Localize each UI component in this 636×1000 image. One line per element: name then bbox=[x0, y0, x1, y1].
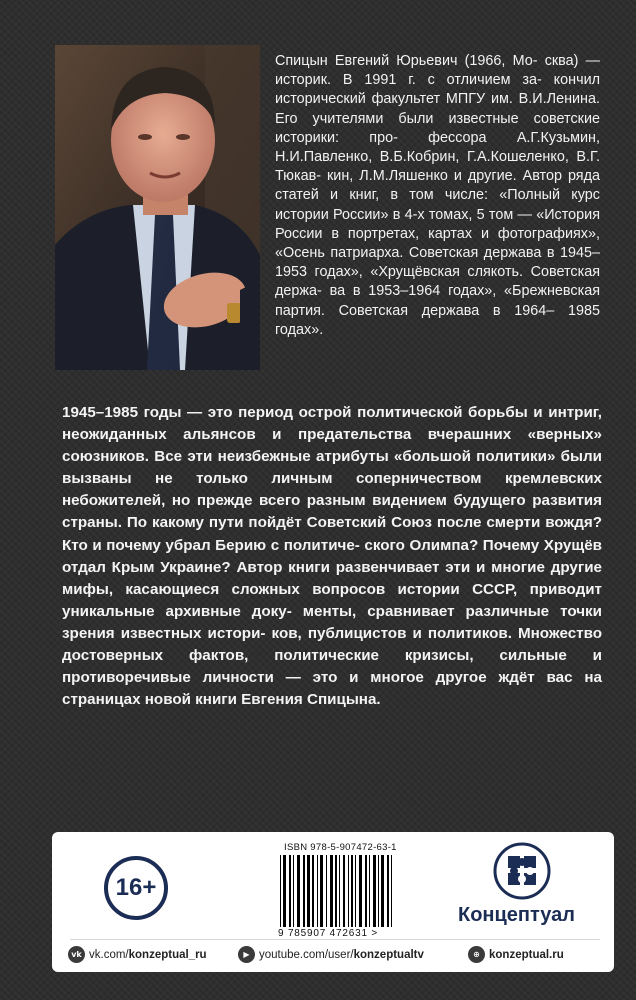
blurb-line: будущего развития страны. По какому пути пойдёт Советский bbox=[62, 492, 602, 532]
blurb-line: и интриг, неожиданных альянсов и предательства вчерашних bbox=[62, 404, 603, 444]
youtube-link[interactable] bbox=[238, 946, 424, 963]
bio-line: партия. Советская держава в 1964– bbox=[275, 302, 555, 319]
globe-icon: ⊕ bbox=[468, 946, 485, 963]
author-portrait bbox=[55, 45, 260, 370]
barcode-digits: 9 785907 472631 > bbox=[278, 928, 379, 939]
vk-link-handle: konzeptual_ru bbox=[128, 948, 207, 961]
bio-line: им. В.И.Ленина. Его учителями были bbox=[275, 91, 601, 127]
vk-icon: vk bbox=[68, 946, 85, 963]
vk-link-prefix: vk.com/ bbox=[89, 948, 129, 961]
book-blurb bbox=[62, 402, 602, 711]
blurb-line: кремлевских небожителей, но прежде всего разным видением bbox=[62, 470, 602, 510]
panel-divider bbox=[70, 939, 600, 940]
author-photo bbox=[55, 45, 260, 370]
bio-line: истории России» в 4-х томах, 5 том — bbox=[275, 206, 532, 223]
author-bio bbox=[275, 52, 600, 340]
blurb-line: Спицына. bbox=[307, 691, 381, 709]
blurb-line: ского Олимпа? Почему Хрущёв отдал Крым Украине? Автор книги bbox=[62, 536, 602, 576]
bio-line: кончил исторический факультет МПГУ bbox=[275, 72, 601, 108]
bio-line: Советская держава в 1945–1953 годах», bbox=[275, 245, 600, 281]
bio-line: кин, Л.М.Ляшенко и другие. Автор ряда bbox=[327, 168, 601, 185]
blurb-line: вопросов истории СССР, приводит уникальные архивные доку- bbox=[62, 580, 602, 620]
bio-line: известные советские историки: про- bbox=[275, 110, 600, 146]
blurb-line: развенчивает эти и многие другие мифы, касающиеся сложных bbox=[62, 558, 602, 598]
blurb-line: политики» были вызваны не только личным соперничеством bbox=[62, 448, 602, 488]
youtube-link-prefix: youtube.com/user/ bbox=[259, 948, 354, 961]
bio-line: и фотографиях», «Осень патриарха. bbox=[275, 225, 600, 262]
publisher-logo-icon bbox=[493, 842, 551, 900]
blurb-line: это и многое другое ждёт вас на страницах новой книги Евгения bbox=[62, 669, 602, 709]
blurb-line: политические кризисы, сильные и противоречивые личности — bbox=[62, 647, 602, 687]
blurb-line: ков, публицистов и политиков. Множество достоверных фактов, bbox=[62, 624, 602, 665]
blurb-line: 1945–1985 годы — это период острой политической борьбы bbox=[62, 404, 528, 421]
bio-line: «История России в портретах, картах bbox=[275, 206, 600, 242]
isbn-barcode bbox=[278, 855, 456, 927]
bio-line: статей и книг, в том числе: «Полный курс bbox=[275, 187, 600, 204]
vk-link[interactable] bbox=[68, 946, 207, 963]
youtube-icon: ▶ bbox=[238, 946, 255, 963]
bio-line: В.Б.Кобрин, Г.А.Кошеленко, В.Г. Тюкав- bbox=[275, 149, 600, 185]
blurb-line: менты, сравнивает различные точки зрения известных истори- bbox=[62, 602, 602, 642]
bio-line: Спицын Евгений Юрьевич (1966, Мо- bbox=[275, 53, 538, 69]
website-link[interactable] bbox=[468, 946, 564, 963]
blurb-line: «верных» союзников. Все эти неизбежные атрибуты «большой bbox=[62, 426, 602, 466]
publisher-name: Концептуал bbox=[458, 904, 575, 926]
bio-line: 1985 годах». bbox=[275, 302, 601, 338]
bio-line: сква) — историк. В 1991 г. с отличием за- bbox=[275, 53, 600, 89]
website-link-text: konzeptual.ru bbox=[489, 948, 564, 961]
youtube-link-handle: konzeptualtv bbox=[353, 948, 424, 961]
isbn-label: ISBN 978-5-907472-63-1 bbox=[284, 842, 397, 853]
age-rating-badge: 16+ bbox=[104, 856, 168, 920]
bio-line: «Хрущёвская слякоть. Советская держа- bbox=[275, 264, 601, 300]
blurb-line: Союз после смерти вождя? Кто и почему убрал Берию с политиче- bbox=[62, 514, 602, 554]
bio-line: фессора А.Г.Кузьмин, Н.И.Павленко, bbox=[275, 129, 600, 166]
publisher-panel bbox=[52, 832, 614, 972]
bio-line: ва в 1953–1964 годах», «Брежневская bbox=[329, 283, 601, 300]
